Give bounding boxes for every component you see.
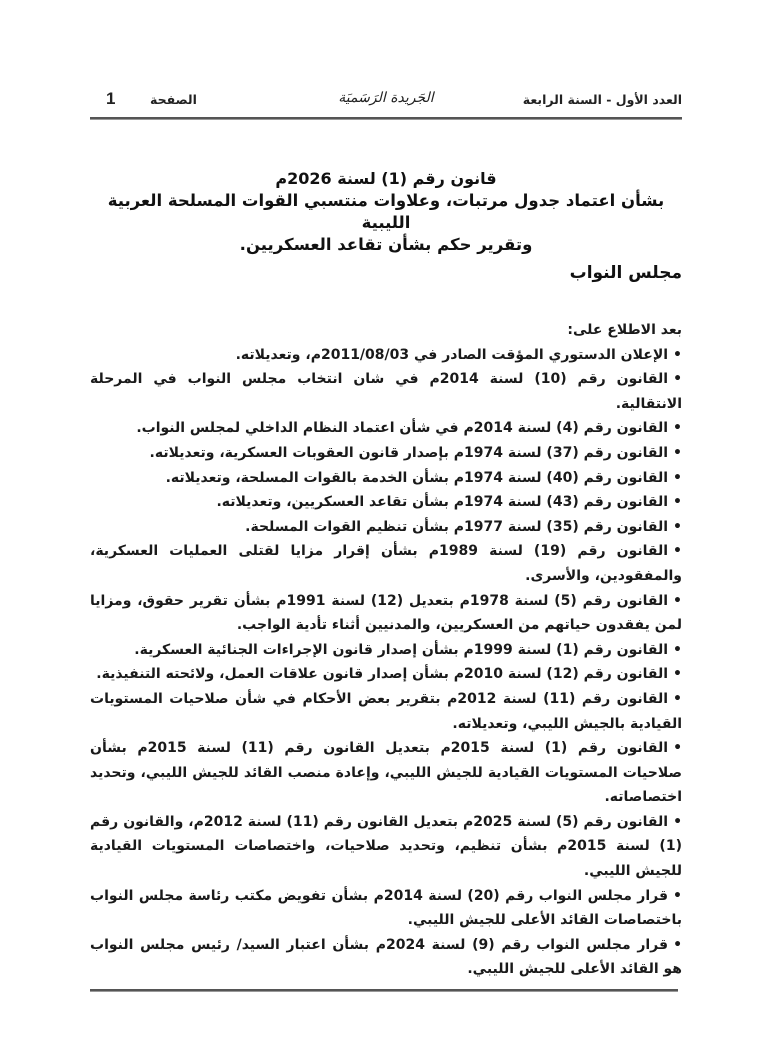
list-item [90,589,682,638]
preamble-intro: بعد الاطلاع على: [567,322,682,338]
list-item-text: القانون رقم (10) لسنة 2014م في شان انتخاب مجلس النواب في المرحلة الانتقالية. [90,371,682,412]
gazette-page [90,0,682,1064]
list-item-text: القانون رقم (19) لسنة 1989م بشأن إقرار مزايا لقتلى العمليات العسكرية، والمفقودين، والأسرى. [90,543,682,584]
list-item [90,539,682,588]
list-item [90,441,682,466]
bullet-icon: • [673,371,683,388]
list-item-text: القانون رقم (35) لسنة 1977م بشأن تنظيم القوات المسلحة. [245,518,669,535]
bullet-icon: • [673,690,682,707]
list-item [90,884,682,933]
list-item [90,515,682,540]
list-item-text: القانون رقم (43) لسنة 1974م بشأن تقاعد العسكريين، وتعديلاته. [216,494,669,511]
bullet-icon: • [673,666,682,683]
page-label: الصفحة [150,92,197,107]
bullet-icon: • [673,420,682,437]
gazette-name: الجَريدة الرَسَميَة [338,90,434,106]
list-item-text: القانون رقم (37) لسنة 1974م بإصدار قانون العقوبات العسكرية، وتعديلاته. [149,444,669,461]
bullet-icon: • [673,592,682,609]
law-subject-line-1: بشأن اعتماد جدول مرتبات، وعلاوات منتسبي القوات المسلحة العربية الليبية [107,191,665,232]
list-item [90,736,682,810]
bullet-icon: • [673,494,682,511]
header-divider [90,117,682,120]
list-item [90,662,682,687]
reference-list [90,343,682,982]
list-item-text: الإعلان الدستوري المؤقت الصادر في 2011/08/03م، وتعديلاته. [235,346,669,363]
list-item-text: القانون رقم (5) لسنة 2025م بتعديل القانون رقم (11) لسنة 2012م، والقانون رقم (1) لسنة 2015م بشأن تنظيم، وتحديد صلاحيات، واختصاصات المستويات القيادية للجيش الليبي. [90,813,682,880]
list-item [90,367,682,416]
preamble [90,318,682,982]
list-item-text: القانون رقم (1) لسنة 1999م بشأن إصدار قانون الإجراءات الجنائية العسكرية. [134,641,669,658]
list-item-text: القانون رقم (1) لسنة 2015م بتعديل القانون رقم (11) لسنة 2015م بشأن صلاحيات المستويات القيادية للجيش الليبي، وإعادة منصب القائد للجيش الليبي، وتحديد اختصاصاته. [90,740,682,806]
page-header [90,88,682,112]
list-item [90,810,682,884]
page-number: 1 [106,89,116,108]
list-item [90,933,682,982]
list-item [90,638,682,663]
bullet-icon: • [673,641,682,658]
list-item-text: قرار مجلس النواب رقم (9) لسنة 2024م بشأن اعتبار السيد/ رئيس مجلس النواب هو القائد الأعلى للجيش الليبي. [90,936,682,978]
bullet-icon: • [673,518,682,535]
list-item [90,687,682,736]
list-item [90,490,682,515]
list-item-text: القانون رقم (11) لسنة 2012م بتقرير بعض الأحكام في شأن صلاحيات المستويات القيادية بالجيش الليبي، وتعديلاته. [90,690,682,732]
list-item-text: القانون رقم (5) لسنة 1978م بتعديل (12) لسنة 1991م بشأن تقرير حقوق، ومزايا لمن يفقدون حياتهم من العسكريين، والمدنيين أثناء تأدية الواجب. [90,592,682,634]
list-item-text: قرار مجلس النواب رقم (20) لسنة 2014م بشأن تفويض مكتب رئاسة مجلس النواب باختصاصات القائد الأعلى للجيش الليبي. [90,887,682,929]
issue-label: العدد الأول - السنة الرابعة [522,92,682,107]
law-number-line: قانون رقم (1) لسنة 2026م [275,169,497,188]
list-item-text: القانون رقم (12) لسنة 2010م بشأن إصدار قانون علاقات العمل، ولائحته التنفيذية. [96,666,669,683]
footer-divider [90,989,678,992]
bullet-icon: • [673,887,682,904]
section-heading: مجلس النواب [569,263,682,283]
bullet-icon: • [673,346,682,363]
bullet-icon: • [673,543,682,560]
list-item-text: القانون رقم (40) لسنة 1974م بشأن الخدمة بالقوات المسلحة، وتعديلاته. [165,469,669,486]
list-item [90,416,682,441]
bullet-icon: • [673,469,682,486]
list-item-text: القانون رقم (4) لسنة 2014م في شأن اعتماد النظام الداخلي لمجلس النواب. [136,420,669,437]
bullet-icon: • [673,444,682,461]
list-item [90,466,682,491]
bullet-icon: • [673,936,683,953]
bullet-icon: • [673,813,683,830]
law-subject-line-2: وتقرير حكم بشأن تقاعد العسكريين. [239,235,533,254]
bullet-icon: • [673,740,683,757]
list-item [90,343,682,368]
law-title [90,168,682,256]
